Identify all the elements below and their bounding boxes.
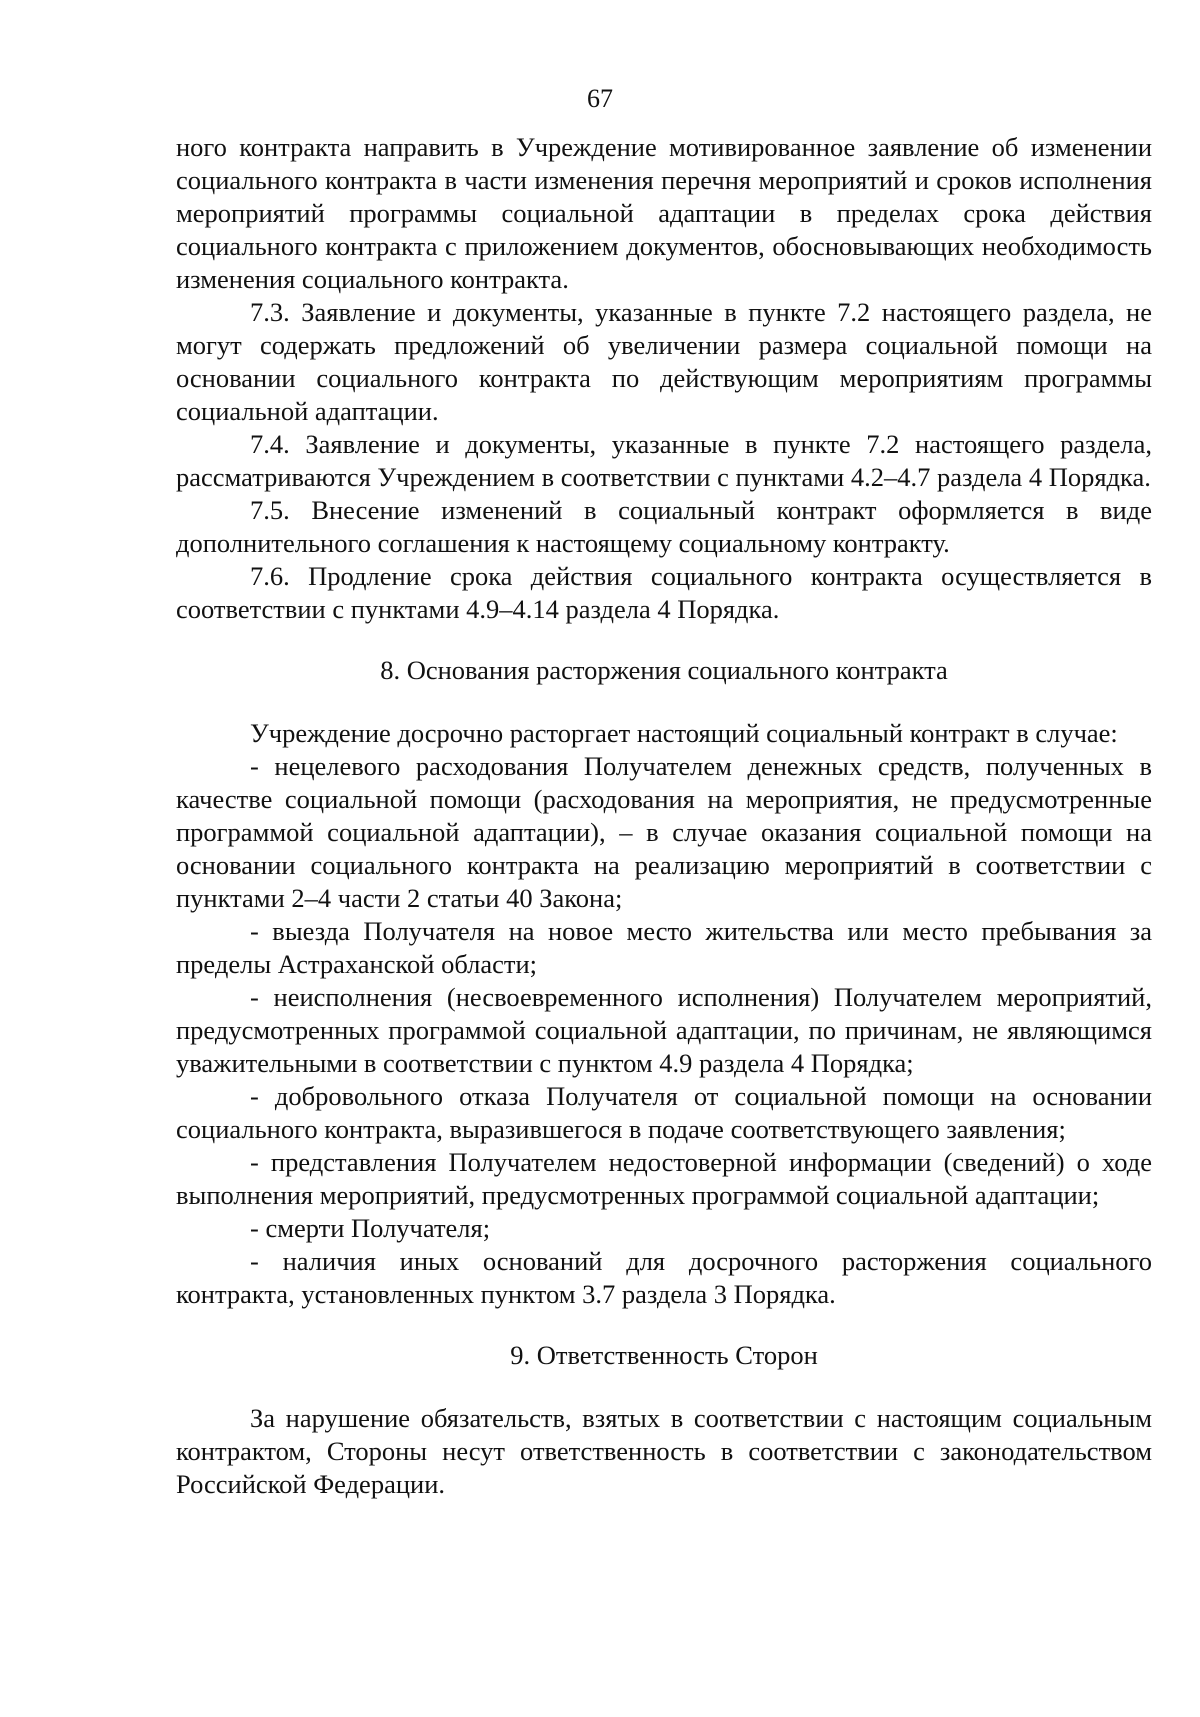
section8-item-other-grounds: - наличия иных оснований для досрочного расторжения социального контракта, установленных пунктом 3.7 раздела 3 Порядка. [176, 1246, 1152, 1309]
document-body [176, 131, 1152, 1501]
section8-item-death: - смерти Получателя; [250, 1213, 491, 1243]
clause-7-4: 7.4. Заявление и документы, указанные в пункте 7.2 настоящего раздела, рассматриваются Учреждением в соответствии с пунктами 4.2–4.7 раздела 4 Порядка. [176, 429, 1152, 492]
clause-7-5: 7.5. Внесение изменений в социальный контракт оформляется в виде дополнительного соглашения к настоящему социальному контракту. [176, 495, 1152, 558]
section8-item-non-fulfilment: - неисполнения (несвоевременного исполнения) Получателем мероприятий, предусмотренных программой социальной адаптации, по причинам, не являющимся уважительными в соответствии с пунктом 4.9 раздела 4 Порядка; [176, 982, 1152, 1078]
section8-intro: Учреждение досрочно расторгает настоящий социальный контракт в случае: [250, 718, 1118, 748]
section8-item-false-information: - представления Получателем недостоверной информации (сведений) о ходе выполнения мероприятий, предусмотренных программой социальной адаптации; [176, 1147, 1152, 1210]
page-number: 67 [587, 84, 613, 113]
section7-continuation-paragraph: ного контракта направить в Учреждение мотивированное заявление об изменении социального контракта в части изменения перечня мероприятий и сроков исполнения мероприятий программы социальной адаптации в пределах срока действия социального контракта с приложением документов, обосновывающих необходимость изменения социального контракта. [176, 132, 1152, 294]
section8-heading: 8. Основания расторжения социального контракта [380, 655, 948, 685]
section8-item-relocation: - выезда Получателя на новое место жительства или место пребывания за пределы Астраханской области; [176, 916, 1152, 979]
clause-7-6: 7.6. Продление срока действия социального контракта осуществляется в соответствии с пунктами 4.9–4.14 раздела 4 Порядка. [176, 561, 1152, 624]
section9-heading: 9. Ответственность Сторон [510, 1340, 818, 1370]
section9-text: За нарушение обязательств, взятых в соответствии с настоящим социальным контрактом, Стороны несут ответственность в соответствии с законодательством Российской Федерации. [176, 1403, 1152, 1499]
clause-7-3: 7.3. Заявление и документы, указанные в пункте 7.2 настоящего раздела, не могут содержать предложений об увеличении размера социальной помощи на основании социального контракта по действующим мероприятиям программы социальной адаптации. [176, 297, 1152, 426]
section8-item-voluntary-refusal: - добровольного отказа Получателя от социальной помощи на основании социального контракта, выразившегося в подаче соответствующего заявления; [176, 1081, 1152, 1144]
section8-item-misuse-of-funds: - нецелевого расходования Получателем денежных средств, полученных в качестве социальной помощи (расходования на мероприятия, не предусмотренные программой социальной адаптации), – в случае оказания социальной помощи на основании социального контракта на реализацию мероприятий в соответствии с пунктами 2–4 части 2 статьи 40 Закона; [176, 751, 1152, 913]
